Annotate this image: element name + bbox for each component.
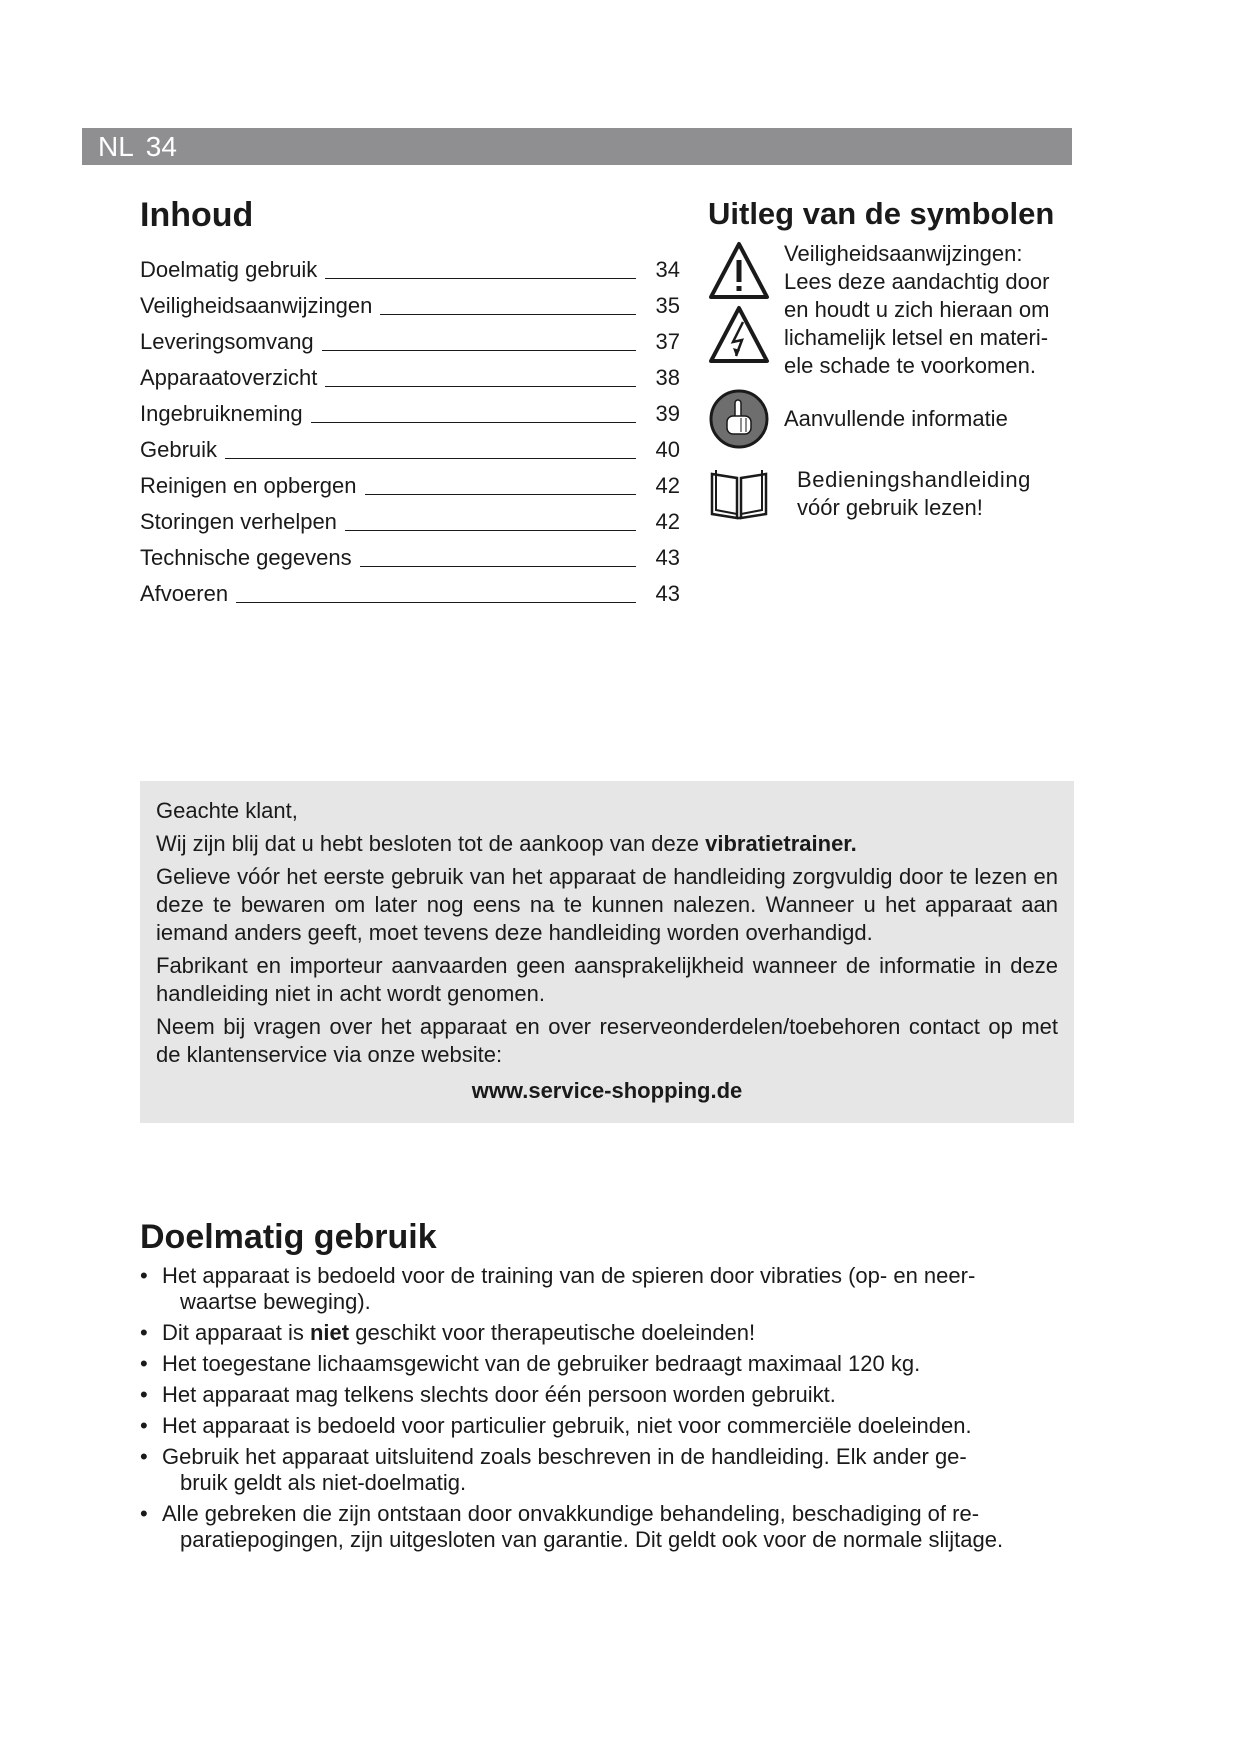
toc-entry[interactable]	[140, 283, 680, 319]
info-text: Aanvullende informatie	[784, 406, 1008, 431]
info-symbol-row	[708, 388, 1078, 450]
toc-leader-line	[380, 314, 636, 315]
toc-entry-page: 42	[655, 473, 680, 498]
toc-entry[interactable]	[140, 427, 680, 463]
toc-entry-page: 40	[655, 437, 680, 462]
list-item-text: Alle gebreken die zijn ontstaan door onvakkundige behandeling, beschadiging of re-	[162, 1501, 980, 1526]
toc-entry-title: Reinigen en opbergen	[140, 473, 357, 498]
list-item-text: paratiepogingen, zijn uitgesloten van garantie. Dit geldt ook voor de normale slijtage.	[180, 1527, 1004, 1552]
intended-use-list	[140, 1263, 1074, 1553]
welcome-box	[140, 781, 1074, 1123]
bullet: •	[140, 1351, 148, 1376]
safety-text-line: Lees deze aandachtig door	[784, 269, 1050, 294]
list-item	[140, 1263, 1074, 1315]
toc-entry-page: 34	[655, 257, 680, 282]
list-item-text: Het apparaat is bedoeld voor particulier gebruik, niet voor commerciële doeleinden.	[162, 1413, 972, 1438]
toc-entry-page: 43	[655, 545, 680, 570]
warning-triangle-icon	[708, 240, 770, 302]
toc-entry-title: Ingebruikneming	[140, 401, 303, 426]
list-item-text: Gebruik het apparaat uitsluitend zoals beschreven in de handleiding. Elk ander ge-	[162, 1444, 967, 1469]
toc-entry-title: Afvoeren	[140, 581, 229, 606]
toc-entry[interactable]	[140, 319, 680, 355]
safety-symbols-group	[708, 240, 1078, 380]
toc-leader-line	[225, 458, 636, 459]
toc-title: Inhoud	[140, 196, 254, 234]
emphasis: niet	[309, 1320, 350, 1345]
list-item	[140, 1444, 1074, 1496]
toc-entry[interactable]	[140, 463, 680, 499]
intended-use-section	[140, 1218, 1074, 1558]
toc-leader-line	[236, 602, 636, 603]
toc-entry[interactable]	[140, 355, 680, 391]
bullet: •	[140, 1501, 148, 1526]
bullet: •	[140, 1382, 148, 1407]
safety-text-line: lichamelijk letsel en materi-	[784, 325, 1049, 350]
toc-entry-title: Apparaatoverzicht	[140, 365, 318, 390]
page-header-bar	[82, 128, 1072, 165]
toc-entry-title: Doelmatig gebruik	[140, 257, 318, 282]
toc-leader-line	[325, 386, 636, 387]
list-item-text: Het apparaat is bedoeld voor de training van de spieren door vibraties (op- en neer-	[162, 1263, 976, 1288]
welcome-greeting: Geachte klant,	[156, 798, 298, 823]
section-title: Doelmatig gebruik	[140, 1218, 437, 1256]
toc-entry-title: Veiligheidsaanwijzingen	[140, 293, 373, 318]
toc-leader-line	[325, 278, 636, 279]
welcome-paragraph	[156, 830, 1058, 858]
list-item-text: bruik geldt als niet-doelmatig.	[180, 1470, 467, 1495]
welcome-paragraph: Gelieve vóór het eerste gebruik van het apparaat de handleiding zorgvuldig door te lezen en deze te bewaren om later nog eens na te kunnen nalezen. Wanneer u het apparaat aan iemand anders geeft, moet tevens deze handleiding worden overhandigd.	[156, 864, 1058, 945]
welcome-paragraph-text: Wij zijn blij dat u hebt besloten tot de aankoop van deze	[156, 831, 706, 856]
toc-entry[interactable]	[140, 391, 680, 427]
product-name: vibratietrainer.	[705, 831, 857, 856]
page-number: 34	[145, 131, 177, 162]
toc-entry-page: 39	[655, 401, 680, 426]
list-item-text: Het toegestane lichaamsgewicht van de gebruiker bedraagt maximaal 120 kg.	[162, 1351, 921, 1376]
toc-leader-line	[322, 350, 636, 351]
toc-entry-title: Leveringsomvang	[140, 329, 314, 354]
symbols-title: Uitleg van de symbolen	[708, 196, 1055, 231]
toc-entry-page: 38	[655, 365, 680, 390]
open-book-icon	[708, 466, 770, 522]
welcome-paragraph: Neem bij vragen over het apparaat en over reserveonderdelen/toebehoren contact op met de klantenservice via onze website:	[156, 1014, 1058, 1067]
toc-entry-page: 42	[655, 509, 680, 534]
pointing-hand-icon	[708, 388, 770, 450]
manual-text-line: vóór gebruik lezen!	[797, 495, 983, 520]
language-code: NL	[98, 131, 134, 162]
safety-text-line: en houdt u zich hieraan om	[784, 297, 1050, 322]
bullet: •	[140, 1320, 148, 1345]
toc-leader-line	[365, 494, 636, 495]
manual-symbol-row	[708, 466, 1078, 522]
toc-leader-line	[311, 422, 636, 423]
list-item-text: geschikt voor therapeutische doeleinden!	[349, 1320, 756, 1345]
toc-entry-page: 43	[655, 581, 680, 606]
toc-entry-page: 35	[655, 293, 680, 318]
bullet: •	[140, 1413, 148, 1438]
manual-text-line: Bedieningshandleiding	[797, 467, 1032, 492]
electric-shock-icon	[708, 304, 770, 366]
toc-leader-line	[345, 530, 636, 531]
toc-entry[interactable]	[140, 499, 680, 535]
symbols-legend	[708, 196, 1078, 522]
safety-text-line: Veiligheidsaanwijzingen:	[784, 241, 1023, 266]
list-item-text: Dit apparaat is	[162, 1320, 310, 1345]
toc-entry-page: 37	[655, 329, 680, 354]
list-item	[140, 1382, 1074, 1408]
list-item-text: Het apparaat mag telkens slechts door één persoon worden gebruikt.	[162, 1382, 836, 1407]
bullet: •	[140, 1263, 148, 1288]
bullet: •	[140, 1444, 148, 1469]
list-item	[140, 1413, 1074, 1439]
toc-entry-title: Technische gegevens	[140, 545, 352, 570]
toc-entry[interactable]	[140, 247, 680, 283]
list-item	[140, 1501, 1074, 1553]
list-item-text: waartse beweging).	[180, 1289, 371, 1314]
list-item	[140, 1320, 1074, 1346]
safety-text-line: ele schade te voorkomen.	[784, 353, 1036, 378]
toc-leader-line	[360, 566, 636, 567]
toc-entry-title: Gebruik	[140, 437, 218, 462]
toc-entry[interactable]	[140, 571, 680, 607]
list-item	[140, 1351, 1074, 1377]
welcome-paragraph: Fabrikant en importeur aanvaarden geen aansprakelijkheid wanneer de informatie in deze handleiding niet in acht wordt genomen.	[156, 953, 1058, 1006]
table-of-contents	[140, 196, 680, 607]
service-website-link[interactable]: www.service-shopping.de	[471, 1078, 743, 1103]
toc-entry-title: Storingen verhelpen	[140, 509, 337, 534]
toc-entry[interactable]	[140, 535, 680, 571]
